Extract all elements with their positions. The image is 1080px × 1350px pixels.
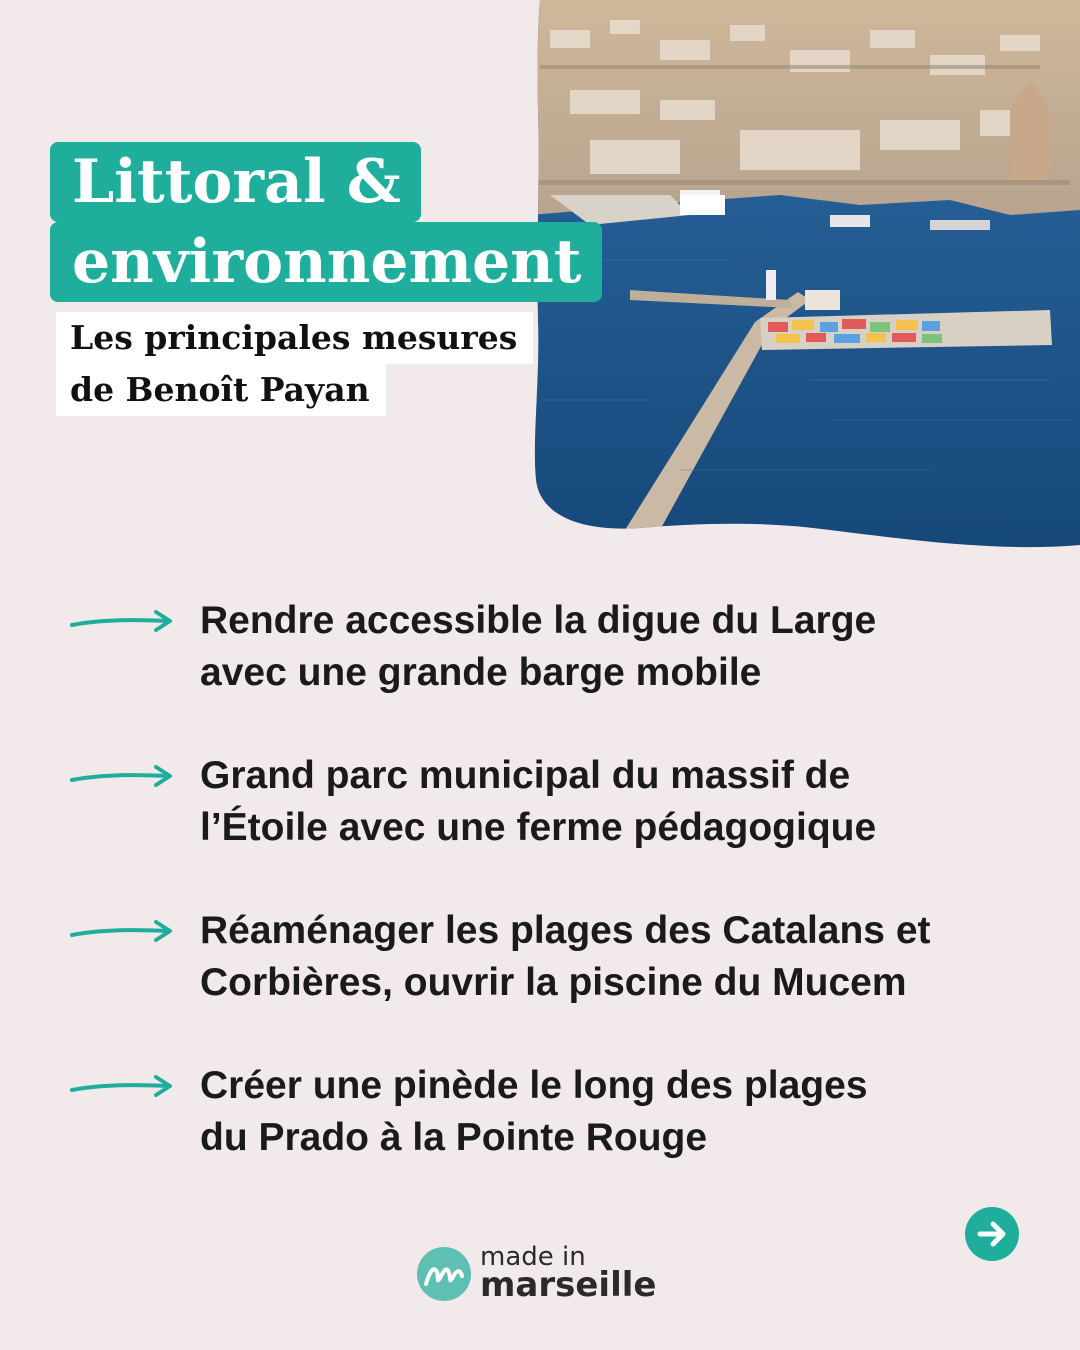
harbor-photo-illustration — [530, 0, 1080, 550]
brand-small-text: made in — [480, 1242, 586, 1272]
measure-line: avec une grande barge mobile — [200, 651, 762, 694]
page-title-line-2: environnement — [50, 222, 602, 302]
subtitle-line-1: Les principales mesures — [56, 312, 533, 364]
page-title-line-1: Littoral & — [50, 142, 421, 222]
measure-text — [200, 595, 1060, 699]
harbor-photo — [530, 0, 1080, 550]
measure-line: Créer une pinède le long des plages — [200, 1064, 868, 1107]
measure-text — [200, 1060, 1060, 1164]
list-item — [0, 750, 1080, 860]
brand-logo — [416, 1243, 676, 1303]
arrow-right-icon — [68, 919, 178, 943]
measure-line: du Prado à la Pointe Rouge — [200, 1116, 708, 1159]
measure-text — [200, 750, 1060, 854]
measure-text — [200, 905, 1060, 1009]
next-slide-button[interactable] — [965, 1207, 1019, 1261]
measure-line: l’Étoile avec une ferme pédagogique — [200, 806, 877, 849]
arrow-circle-right-icon — [965, 1207, 1019, 1261]
measure-line: Corbières, ouvrir la piscine du Mucem — [200, 961, 907, 1004]
subtitle-line-2: de Benoît Payan — [56, 364, 386, 416]
list-item — [0, 905, 1080, 1015]
measure-line: Grand parc municipal du massif de — [200, 754, 851, 797]
arrow-right-icon — [68, 609, 178, 633]
arrow-right-icon — [68, 1074, 178, 1098]
made-in-marseille-logo — [416, 1246, 472, 1302]
brand-name: marseille — [480, 1265, 657, 1305]
list-item — [0, 1060, 1080, 1170]
arrow-right-icon — [68, 764, 178, 788]
measure-line: Rendre accessible la digue du Large — [200, 599, 877, 642]
measure-line: Réaménager les plages des Catalans et — [200, 909, 931, 952]
list-item — [0, 595, 1080, 705]
